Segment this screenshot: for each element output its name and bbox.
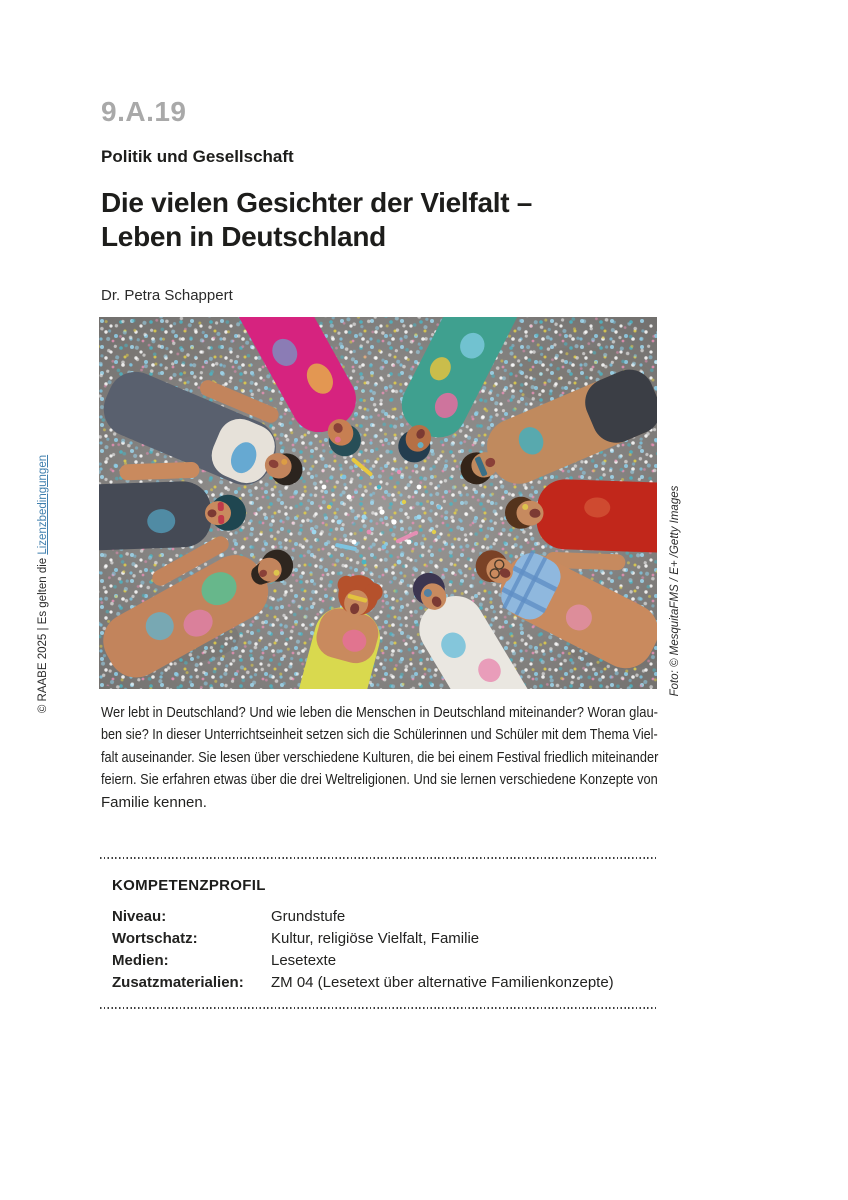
row-label: Niveau: [112, 907, 167, 925]
intro-line: Familie kennen. [101, 793, 207, 811]
intro-line: falt auseinander. Sie lesen über verschiedene Kulturen, die bei einem Festival friedlich miteinander [101, 748, 659, 766]
copyright-text: © RAABE 2025 | Es gelten die [37, 554, 49, 714]
unit-code: 9.A.19 [101, 96, 187, 127]
table-row [112, 971, 658, 993]
table-row [112, 905, 658, 927]
kompetenzprofil-table [112, 905, 658, 993]
photo-credit: Foto: © MesquitaFMS / E+ /Getty Images [669, 485, 681, 697]
dotted-divider-top [100, 857, 658, 859]
intro-paragraph [101, 702, 658, 814]
row-label: Zusatzmaterialien: [112, 973, 244, 991]
intro-line: Wer lebt in Deutschland? Und wie leben die Menschen in Deutschland miteinander? Woran glau- [101, 704, 658, 721]
table-row [112, 949, 658, 971]
row-value: Grundstufe [271, 907, 346, 925]
license-link[interactable]: Lizenzbedingungen [37, 454, 49, 555]
table-row [112, 927, 658, 949]
page-title [101, 186, 532, 254]
row-label: Medien: [112, 951, 169, 969]
intro-line: ben sie? In dieser Unterrichtseinheit setzen sich die Schülerinnen und Schüler mit dem Thema Viel- [101, 726, 658, 744]
row-value: Lesetexte [271, 951, 337, 969]
dotted-divider-bottom [100, 1007, 658, 1009]
author-name: Dr. Petra Schappert [101, 287, 233, 304]
page-title-line2: Leben in Deutschland [101, 221, 386, 252]
intro-line: feiern. Sie erfahren etwas über die drei Weltreligionen. Und sie lernen verschiedene Konzepte von [101, 771, 658, 789]
festival-photo [99, 317, 657, 689]
row-label: Wortschatz: [112, 929, 198, 947]
page-title-line1: Die vielen Gesichter der Vielfalt – [101, 187, 532, 218]
row-value: Kultur, religiöse Vielfalt, Familie [271, 929, 480, 947]
copyright-sidebar [37, 451, 53, 717]
category-label: Politik und Gesellschaft [101, 147, 294, 166]
kompetenzprofil-heading: KOMPETENZPROFIL [112, 877, 266, 894]
row-value: ZM 04 (Lesetext über alternative Familienkonzepte) [271, 973, 614, 991]
